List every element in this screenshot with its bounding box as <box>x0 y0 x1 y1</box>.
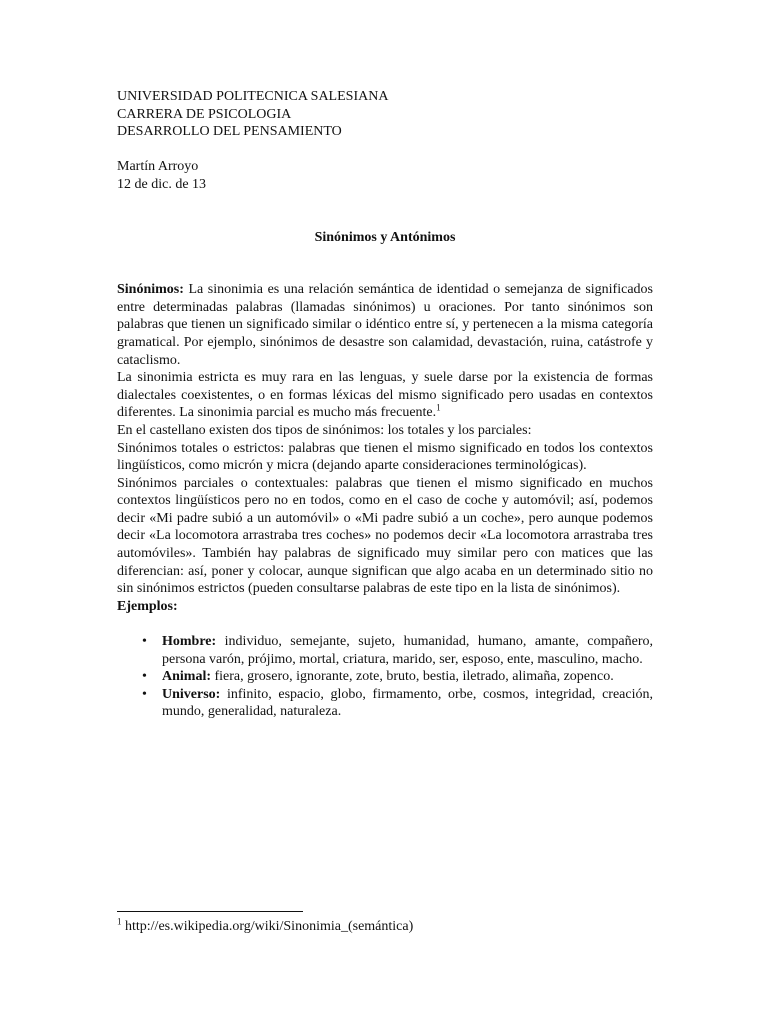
ejemplos-heading <box>117 598 653 616</box>
list-item <box>117 668 653 686</box>
bullet-icon: • <box>142 669 147 685</box>
sinonimos-definition <box>117 281 653 369</box>
sinonimos-text-1: La sinonimia es una relación semántica de identidad o semejanza de significados entre determinadas palabras (llamadas sinónimos) u oraciones. Por tanto sinónimos son palabras que tienen un significado similar o idéntico entre sí, y pertenecen a la misma categoría gramatical. Por ejemplo, sinónimos de desastre son calamidad, devastación, ruina, catástrofe y cataclismo. <box>117 282 653 368</box>
example-text: individuo, semejante, sujeto, humanidad, humano, amante, compañero, persona varón, prójimo, mortal, criatura, marido, ser, esposo, ente, masculino, macho. <box>162 634 653 667</box>
footnote <box>117 916 414 935</box>
document-title: Sinónimos y Antónimos <box>314 229 456 245</box>
ejemplos-list <box>117 633 653 721</box>
example-term: Hombre: <box>162 634 217 650</box>
bullet-icon: • <box>142 634 147 650</box>
sinonimos-label: Sinónimos: <box>117 282 184 298</box>
totales-paragraph: Sinónimos totales o estrictos: palabras que tienen el mismo significado en todos los contextos lingüísticos, como micrón y micra (dejando aparte consideraciones terminológicas). <box>117 440 653 474</box>
example-term: Universo: <box>162 686 221 702</box>
sinonimos-text-2: La sinonimia estricta es muy rara en las lenguas, y suele darse por la existencia de formas dialectales coexistentes, o en formas léxicas del mismo significado pero usadas en contextos diferentes. La sinonimia parcial es mucho más frecuente. <box>117 370 653 421</box>
sinonimos-paragraph-2 <box>117 369 653 422</box>
example-text: infinito, espacio, globo, firmamento, orbe, cosmos, integridad, creación, mundo, generalidad, naturaleza. <box>162 686 653 720</box>
footnote-link[interactable]: http://es.wikipedia.org/wiki/Sinonimia_(semántica) <box>121 919 414 934</box>
author-name: Martín Arroyo <box>117 159 199 175</box>
header-block <box>117 88 653 141</box>
parciales-paragraph: Sinónimos parciales o contextuales: palabras que tienen el mismo significado en muchos contextos lingüísticos pero no en todos, como en el caso de coche y automóvil; así, podemos decir «Mi padre subió a un automóvil» o «Mi padre subió a un coche», pero aunque podemos decir «La locomotora arrastraba tres coches» no podemos decir «La locomotora arrastraba tres automóviles». También hay palabras de significado muy similar pero con matices que las diferencian: así, poner y colocar, aunque significan que algo acaba en un determinado sitio no sin sinónimos estrictos (pueden consultarse palabras de este tipo en la lista de sinónimos). <box>117 475 653 597</box>
list-item <box>117 633 653 668</box>
course-name: DESARROLLO DEL PENSAMIENTO <box>117 124 342 140</box>
ejemplos-label: Ejemplos: <box>117 598 178 614</box>
document-body <box>117 88 653 721</box>
footnote-separator <box>117 911 303 912</box>
tipos-paragraph: En el castellano existen dos tipos de sinónimos: los totales y los parciales: <box>117 422 532 438</box>
example-term: Animal: <box>162 669 211 685</box>
footnote-ref: 1 <box>436 402 441 413</box>
list-item <box>117 686 653 721</box>
example-text: fiera, grosero, ignorante, zote, bruto, bestia, iletrado, alimaña, zopenco. <box>211 669 614 685</box>
author-block <box>117 158 653 193</box>
career-name: CARRERA DE PSICOLOGIA <box>117 106 292 122</box>
bullet-icon: • <box>142 686 147 702</box>
sinonimos-section <box>117 281 653 422</box>
document-date: 12 de dic. de 13 <box>117 176 207 192</box>
university-name: UNIVERSIDAD POLITECNICA SALESIANA <box>117 89 389 104</box>
footnote-number: 1 <box>117 916 122 927</box>
